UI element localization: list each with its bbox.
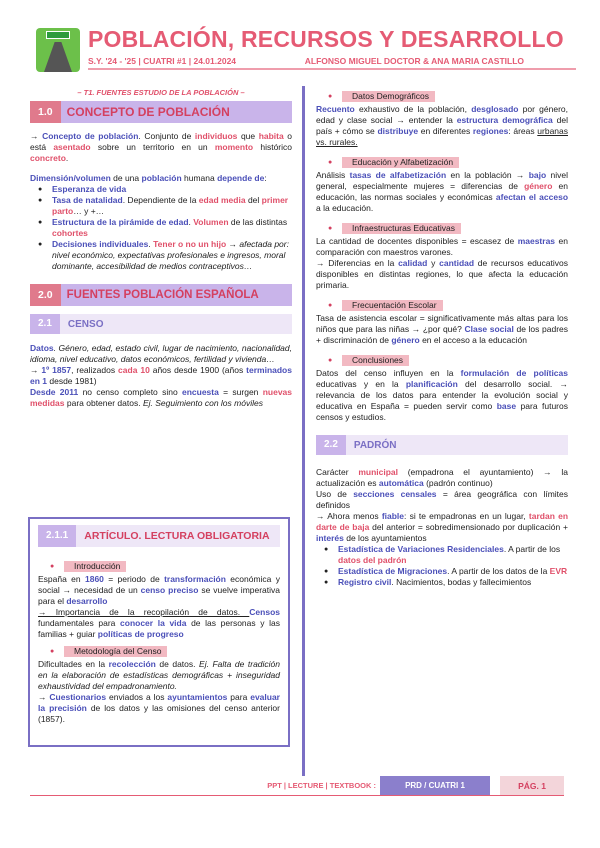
text-segment: momento — [214, 142, 254, 152]
paragraph — [30, 131, 292, 164]
text-segment: distribuye — [377, 126, 419, 136]
left-column — [30, 88, 292, 409]
text-segment: en educación, las normas sociales y económicas — [316, 181, 568, 202]
text-segment: afectan el acceso — [495, 192, 569, 202]
section-heading-1 — [30, 101, 292, 123]
text-segment: Tener o no un hijo — [153, 239, 227, 249]
text-segment: edad media — [198, 195, 246, 205]
list-item — [316, 577, 568, 588]
text-segment: terminados en 1 — [30, 365, 292, 386]
text-segment: municipal — [358, 467, 398, 477]
list-item — [30, 195, 292, 217]
text-segment: nuevas medidas — [30, 387, 292, 408]
text-segment: de las personas y las familias + guiar — [38, 618, 280, 639]
text-segment: conocer la vida — [120, 618, 187, 628]
text-segment: cantidad — [439, 258, 475, 268]
paragraph — [316, 313, 568, 346]
text-segment: económica y social → necesidad de un — [38, 574, 280, 595]
text-segment: sobre un territorio en un — [90, 142, 215, 152]
text-segment: Registro civil — [338, 577, 392, 587]
text-segment: habita — [258, 131, 284, 141]
text-segment: Tasa de asistencia escolar = significativamente más altas para los niños que para las niñas → ¿por qué? — [316, 313, 568, 334]
text-segment: (empadrona el ayuntamiento) → la actualización es — [316, 467, 568, 488]
section-number: 1.0 — [30, 101, 61, 123]
text-segment: . — [188, 217, 194, 227]
paragraph — [316, 236, 568, 258]
text-segment: tardan en darte de baja — [316, 511, 569, 532]
text-segment: en comparación con maestros varones. — [316, 236, 568, 257]
text-segment: para — [227, 692, 251, 702]
text-segment: histórico — [253, 142, 292, 152]
text-segment: Tasa de natalidad — [52, 195, 123, 205]
page-title: POBLACIÓN, RECURSOS Y DESARROLLO — [88, 26, 564, 52]
list-item — [30, 217, 292, 239]
bullet-heading: ● Metodología del Censo — [64, 646, 167, 657]
text-segment: humana — [181, 173, 218, 183]
bullet-heading: ● Introducción — [64, 561, 126, 572]
text-segment: Volumen — [193, 217, 229, 227]
text-segment: evaluar la precisión — [38, 692, 280, 713]
footer-sources: PPT | LECTURE | TEXTBOOK : — [267, 781, 376, 790]
text-segment: Carácter — [316, 467, 359, 477]
text-segment: . Género, edad, estado civil, lugar de nacimiento, nacionalidad, idioma, nivel educativo, datos económicos, fertilidad y vivienda… — [30, 343, 292, 364]
text-segment: individuos — [194, 131, 238, 141]
text-segment: del desarrollo social. → relevancia de los datos para entender la evolución social y educativa en España = pueden servir como — [316, 379, 568, 411]
text-segment: Estructura de la pirámide de edad — [52, 217, 189, 227]
subsection-title: PADRÓN — [353, 439, 397, 451]
text-segment: en el acceso a la educación — [419, 335, 527, 345]
paragraph — [38, 607, 280, 640]
text-segment: Datos — [30, 343, 54, 353]
text-segment: datos del padrón — [338, 555, 407, 565]
authors: ALFONSO MIGUEL DOCTOR & ANA MARIA CASTILLO — [304, 56, 524, 66]
text-segment: Clase social — [464, 324, 514, 334]
subsection-heading-2-1 — [30, 314, 292, 334]
text-segment: de las distintas — [228, 217, 288, 227]
text-segment: del anterior = sobredimensionado por duplicación + — [369, 522, 568, 532]
text-segment: Uso de — [316, 489, 354, 499]
text-segment: Dimensión/volumen — [30, 173, 111, 183]
text-segment: formulación de políticas — [460, 368, 568, 378]
paragraph — [38, 659, 280, 692]
text-segment: EVR — [549, 566, 568, 576]
text-segment: de recursos educativos disponibles en distintas regiones, lo que afecta la educación primaria. — [316, 258, 568, 290]
text-segment: Decisiones individuales — [52, 239, 149, 249]
text-segment: en diferentes — [418, 126, 473, 136]
text-segment: 1860 — [84, 574, 104, 584]
text-segment: Análisis — [316, 170, 350, 180]
article-heading — [38, 525, 280, 547]
bullet-heading: ● Infraestructuras Educativas — [342, 223, 461, 234]
subsection-number: 2.2 — [316, 435, 346, 455]
text-segment: . Conjunto de — [138, 131, 195, 141]
list-item — [30, 239, 292, 272]
text-segment: encuesta — [181, 387, 219, 397]
text-segment: o está — [30, 131, 292, 152]
section-number: 2.0 — [30, 284, 61, 306]
text-segment: → afectada por: nivel económico, expectativas profesionales e ingresos, moral dominante, accesibilidad de medios contraceptivos… — [52, 239, 289, 271]
section-heading-2 — [30, 284, 292, 306]
text-segment: para futuros censos y estudios. — [316, 401, 568, 422]
text-segment: cohortes — [52, 228, 88, 238]
list-item — [30, 184, 292, 195]
paragraph — [30, 343, 292, 365]
text-segment: automática — [378, 478, 424, 488]
text-segment: estructura demográfica — [456, 115, 553, 125]
article-number: 2.1.1 — [38, 525, 76, 547]
text-segment: cada 10 — [118, 365, 150, 375]
text-segment: educativas y en la — [316, 379, 406, 389]
text-segment: en la población → — [446, 170, 529, 180]
course-info: S.Y. '24 - '25 | CUATRI #1 | 24.01.2024 — [88, 56, 237, 66]
paragraph — [316, 258, 568, 291]
text-segment: → Diferencias en la — [316, 258, 399, 268]
topic-heading: – T1. FUENTES ESTUDIO DE LA POBLACIÓN – — [77, 88, 245, 97]
article-box — [28, 517, 290, 747]
bullet-heading: ● Frecuentación Escolar — [342, 300, 443, 311]
text-segment: … y +… — [73, 206, 105, 216]
right-column — [316, 86, 568, 588]
section-title: CONCEPTO DE POBLACIÓN — [61, 101, 292, 123]
text-segment: recolección — [108, 659, 156, 669]
road-icon — [44, 42, 72, 72]
text-segment: bajo — [528, 170, 547, 180]
text-segment: . Dependiente de la — [122, 195, 199, 205]
text-segment: años desde 1900 (años — [149, 365, 247, 375]
text-segment: fiable — [381, 511, 405, 521]
text-segment: Datos del censo influyen en la — [316, 368, 461, 378]
paragraph — [30, 365, 292, 387]
text-segment: . Nacimientos, bodas y fallecimientos — [391, 577, 532, 587]
text-segment: concreto — [30, 153, 66, 163]
text-segment: → — [30, 131, 43, 141]
text-segment: 1º 1857 — [41, 365, 72, 375]
paragraph — [316, 368, 568, 423]
paragraph — [316, 511, 568, 544]
text-segment: secciones censales — [353, 489, 437, 499]
page-footer — [30, 776, 564, 796]
text-segment: España en — [38, 574, 85, 584]
text-segment: a la educación. — [316, 203, 374, 213]
text-segment: Desde 2011 — [30, 387, 79, 397]
page-header — [36, 26, 576, 78]
text-segment: Ej. Seguimiento con los móviles — [142, 398, 263, 408]
text-segment: género — [524, 181, 553, 191]
text-segment: Dificultades en la — [38, 659, 109, 669]
highway-sign-icon — [46, 31, 70, 39]
text-segment: enviados a los — [106, 692, 168, 702]
text-segment: planificación — [405, 379, 458, 389]
subsection-number: 2.1 — [30, 314, 60, 334]
text-segment: La cantidad de docentes disponibles = escasez de — [316, 236, 518, 246]
text-segment: interés — [316, 533, 344, 543]
text-segment: . A partir de los — [503, 544, 561, 554]
text-segment: Ej. Falta de tradición en la elaboración de estadísticas demográficas + inseguridad exhaustividad del empadronamiento. — [38, 659, 281, 691]
text-segment: → — [38, 692, 50, 702]
text-segment: de los ayuntamientos — [343, 533, 427, 543]
bullet-list — [316, 544, 568, 588]
text-segment: primer parto — [52, 195, 289, 216]
text-segment: tasas de alfabetización — [349, 170, 447, 180]
list-item — [316, 544, 568, 566]
text-segment: población — [141, 173, 182, 183]
highway-road-icon — [36, 28, 80, 72]
text-segment: del país + cómo se — [316, 115, 568, 136]
footer-course: PRD / CUATRI 1 — [380, 776, 490, 796]
text-segment: de los datos y las omisiones del censo anterior (1857). — [38, 703, 280, 724]
text-segment: base — [496, 401, 517, 411]
paragraph — [30, 173, 292, 184]
text-segment: nivel general, especialmente mujeres = diferencias de — [316, 170, 569, 191]
text-segment: se vuelve imperativa para el — [38, 585, 281, 606]
text-segment: Esperanza de vida — [52, 184, 127, 194]
text-segment: que — [237, 131, 259, 141]
text-segment: censo preciso — [140, 585, 199, 595]
text-segment: → — [30, 365, 42, 375]
text-segment: género — [391, 335, 420, 345]
section-title: FUENTES POBLACIÓN ESPAÑOLA — [61, 284, 292, 306]
text-segment: urbanas vs. rurales. — [316, 126, 568, 147]
text-segment: → Ahora menos — [316, 511, 382, 521]
text-segment: → Importancia de la recopilación de datos. — [38, 607, 250, 617]
text-segment: maestras — [517, 236, 556, 246]
footer-rule — [30, 795, 564, 796]
text-segment: del — [245, 195, 262, 205]
text-segment: = periodo de — [103, 574, 165, 584]
text-segment: desde 1981) — [47, 376, 97, 386]
text-segment: Concepto de población — [42, 131, 139, 141]
bullet-list — [30, 184, 292, 272]
text-segment: políticas de progreso — [97, 629, 184, 639]
bullet-heading: ● Conclusiones — [342, 355, 409, 366]
text-segment: desarrollo — [66, 596, 108, 606]
paragraph — [38, 692, 280, 725]
text-segment: desglosado — [471, 104, 519, 114]
text-segment: transformación — [164, 574, 226, 584]
text-segment: para obtener datos. — [64, 398, 143, 408]
footer-page-number: PÁG. 1 — [500, 776, 564, 796]
column-divider — [302, 86, 305, 776]
text-segment: fundamentales para — [38, 618, 121, 628]
text-segment: . — [65, 153, 69, 163]
text-segment: no censo completo sino — [78, 387, 182, 397]
paragraph — [316, 467, 568, 489]
text-segment: , realizados — [71, 365, 119, 375]
article-title: ARTÍCULO. LECTURA OBLIGATORIA — [84, 530, 270, 542]
text-segment: Cuestionarios — [49, 692, 107, 702]
paragraph — [30, 387, 292, 409]
text-segment: calidad — [398, 258, 428, 268]
text-segment: : áreas — [508, 126, 538, 136]
text-segment: : si te empadronas en un lugar, — [404, 511, 529, 521]
text-segment: (padrón continuo) — [423, 478, 493, 488]
text-segment: : — [264, 173, 267, 183]
text-segment: de los padres + discriminación de — [316, 324, 568, 345]
bullet-heading: ● Datos Demográficos — [342, 91, 435, 102]
text-segment: Recuento — [316, 104, 355, 114]
text-segment: = surgen — [218, 387, 263, 397]
text-segment: exhaustivo de la población, — [354, 104, 472, 114]
text-segment: . — [148, 239, 154, 249]
list-item — [316, 566, 568, 577]
text-segment: . A partir de los datos de la — [447, 566, 550, 576]
text-segment: depende de — [217, 173, 265, 183]
bullet-heading: ● Educación y Alfabetización — [342, 157, 459, 168]
subsection-title: CENSO — [67, 318, 104, 330]
paragraph — [38, 574, 280, 607]
text-segment: Estadística de Variaciones Residenciales — [338, 544, 504, 554]
paragraph — [316, 170, 568, 214]
text-segment: Estadística de Migraciones — [338, 566, 448, 576]
text-segment: regiones — [472, 126, 509, 136]
header-rule — [88, 68, 576, 70]
paragraph — [316, 104, 568, 148]
text-segment: de datos. — [155, 659, 200, 669]
text-segment: de una — [110, 173, 142, 183]
subsection-heading-2-2 — [316, 435, 568, 455]
paragraph — [316, 489, 568, 511]
text-segment: ayuntamientos — [167, 692, 228, 702]
text-segment: = área geográfica con límites definidos — [316, 489, 568, 510]
text-segment: por género, edad y clase social → entender la — [316, 104, 568, 125]
text-segment: y — [427, 258, 440, 268]
text-segment: Censos — [249, 607, 280, 617]
text-segment: asentado — [53, 142, 91, 152]
